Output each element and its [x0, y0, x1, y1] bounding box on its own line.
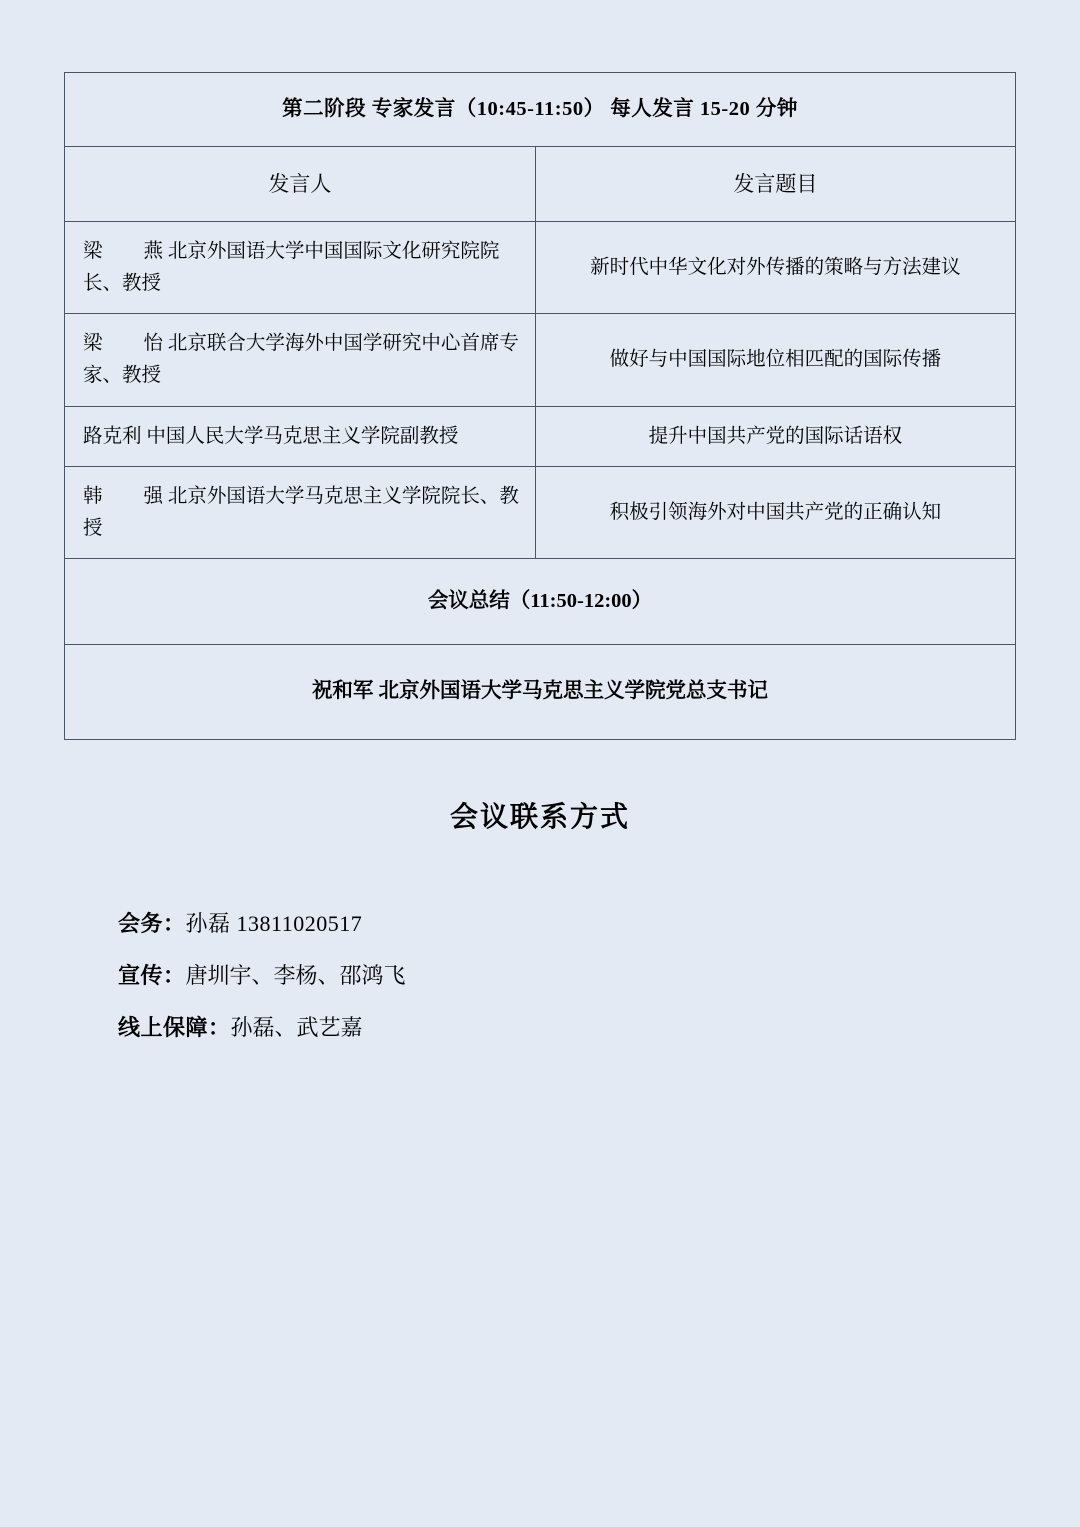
contact-list — [118, 912, 918, 1069]
table-row — [65, 222, 1016, 314]
agenda-section-header: 第二阶段 专家发言（10:45-11:50） 每人发言 15-20 分钟 — [65, 73, 1016, 147]
speaker-surname: 梁 — [83, 333, 103, 355]
speaker-given-name: 燕 — [143, 241, 163, 263]
topic-cell: 提升中国共产党的国际话语权 — [535, 406, 1015, 467]
list-item — [118, 964, 918, 988]
table-row-closing — [65, 645, 1016, 739]
closing-line: 祝和军 北京外国语大学马克思主义学院党总支书记 — [65, 645, 1016, 739]
speaker-surname: 梁 — [83, 241, 103, 263]
summary-header: 会议总结（11:50-12:00） — [65, 559, 1016, 645]
speaker-surname: 韩 — [83, 486, 103, 508]
speaker-cell — [65, 222, 536, 314]
column-header-topic: 发言题目 — [535, 147, 1015, 222]
contact-section-title: 会议联系方式 — [449, 802, 630, 833]
table-row — [65, 467, 1016, 559]
speaker-affiliation: 北京联合大学海外中国学研究中心首席专家、教授 — [83, 333, 519, 386]
table-row-summary — [65, 559, 1016, 645]
list-item — [118, 1016, 918, 1040]
contact-label: 会务： — [118, 911, 186, 936]
list-item — [118, 912, 918, 936]
table-row — [65, 406, 1016, 467]
speaker-cell — [65, 314, 536, 406]
topic-cell: 做好与中国国际地位相匹配的国际传播 — [535, 314, 1015, 406]
contact-label: 宣传： — [118, 963, 186, 989]
speaker-affiliation: 北京外国语大学马克思主义学院院长、教授 — [83, 486, 519, 539]
speaker-cell — [65, 406, 536, 467]
column-header-speaker: 发言人 — [65, 147, 536, 222]
speaker-cell — [65, 467, 536, 559]
topic-cell: 新时代中华文化对外传播的策略与方法建议 — [535, 222, 1015, 314]
topic-cell: 积极引领海外对中国共产党的正确认知 — [535, 467, 1015, 559]
speaker-given-name: 强 — [143, 486, 163, 508]
speaker-affiliation: 北京外国语大学中国国际文化研究院院长、教授 — [83, 241, 500, 294]
table-row-section-header — [65, 73, 1016, 147]
contact-value: 孙磊 13811020517 — [185, 911, 363, 936]
table-row — [65, 314, 1016, 406]
speaker-surname: 路克利 — [83, 425, 142, 447]
speaker-given-name: 怡 — [143, 333, 163, 355]
contact-value: 孙磊、武艺嘉 — [230, 1015, 363, 1041]
speaker-affiliation: 中国人民大学马克思主义学院副教授 — [146, 425, 459, 447]
table-row-column-headers — [65, 147, 1016, 222]
contact-value: 唐圳宇、李杨、邵鸿飞 — [185, 963, 406, 989]
agenda-table — [64, 72, 1016, 740]
contact-label: 线上保障： — [118, 1015, 231, 1041]
